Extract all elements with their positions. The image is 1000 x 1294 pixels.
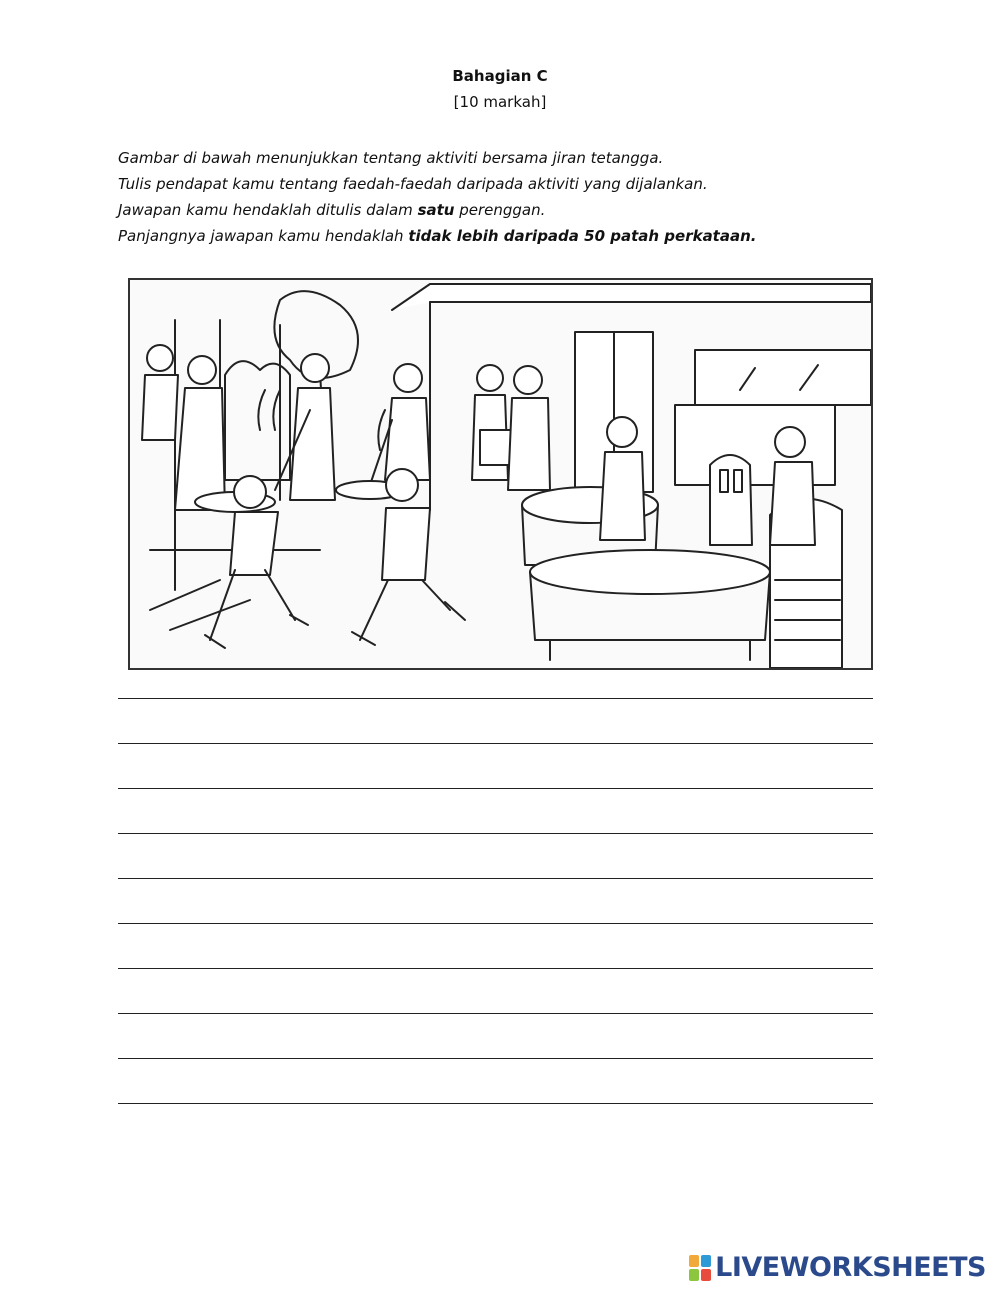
instruction-line-2: Tulis pendapat kamu tentang faedah-faedah daripada aktiviti yang dijalankan. xyxy=(118,175,708,193)
scene-illustration xyxy=(128,278,873,670)
logo-square-2 xyxy=(701,1255,711,1267)
answer-line[interactable] xyxy=(118,698,873,743)
liveworksheets-brand xyxy=(689,1252,986,1283)
instruction-line-3-bold: satu xyxy=(417,201,455,219)
section-title: Bahagian C xyxy=(452,67,548,85)
answer-line[interactable] xyxy=(118,833,873,878)
logo-square-4 xyxy=(701,1269,711,1281)
logo-square-1 xyxy=(689,1255,699,1267)
liveworksheets-logo-icon xyxy=(689,1255,711,1281)
instruction-line-3 xyxy=(118,197,898,223)
answer-line[interactable] xyxy=(118,743,873,788)
answer-line[interactable] xyxy=(118,968,873,1013)
answer-line[interactable] xyxy=(118,1058,873,1103)
instruction-line-4-bold: tidak lebih daripada 50 patah perkataan. xyxy=(408,227,757,245)
scene-drawing xyxy=(130,280,871,668)
instruction-line-3-pre: Jawapan kamu hendaklah ditulis dalam xyxy=(118,201,418,219)
instruction-line-4 xyxy=(118,223,898,249)
instruction-line-3-post: perenggan. xyxy=(454,201,546,219)
answer-line[interactable] xyxy=(118,1103,873,1105)
answer-line[interactable] xyxy=(118,788,873,833)
instructions xyxy=(118,145,898,249)
instruction-line-1: Gambar di bawah menunjukkan tentang aktiviti bersama jiran tetangga. xyxy=(118,149,664,167)
instruction-line-4-pre: Panjangnya jawapan kamu hendaklah xyxy=(118,227,409,245)
marks-label: [10 markah] xyxy=(453,93,547,111)
answer-line[interactable] xyxy=(118,923,873,968)
answer-line[interactable] xyxy=(118,1013,873,1058)
logo-square-3 xyxy=(689,1269,699,1281)
answer-area[interactable] xyxy=(118,698,873,1105)
brand-text: LIVEWORKSHEETS xyxy=(715,1252,986,1283)
answer-line[interactable] xyxy=(118,878,873,923)
